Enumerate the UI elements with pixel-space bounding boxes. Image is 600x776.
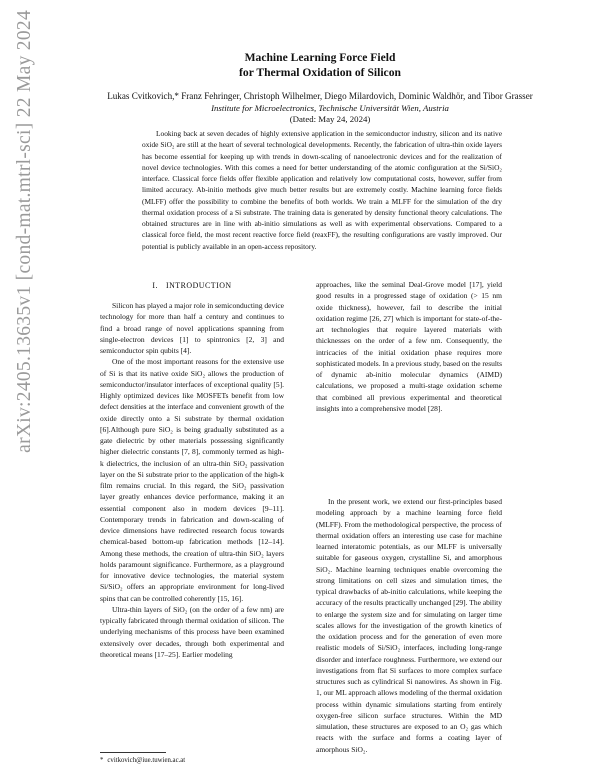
paragraph: Ultra-thin layers of SiO₂ (on the order of a few nm) are typically fabricated through thermal oxidation of silicon. The underlying mechanisms of this process have been examined extensively over decades, through both experimental and theoretical means [17–25]. Earlier modeling	[100, 604, 284, 659]
footnote-email[interactable]: cvitkovich@iue.tuwien.ac.at	[107, 757, 186, 764]
arxiv-watermark	[2, 10, 48, 630]
author-list: Lukas Cvitkovich,* Franz Fehringer, Christoph Wilhelmer, Diego Milardovich, Dominic Waldhör, and Tibor Grasser	[107, 91, 533, 101]
footnote-rule	[100, 752, 166, 753]
arxiv-identifier: arXiv:2405.13635v1 [cond-mat.mtrl-sci] 22 May 2024	[14, 10, 35, 453]
affiliation: Institute for Microelectronics, Technische Universität Wien, Austria	[211, 103, 449, 113]
paragraph: Silicon has played a major role in semiconducting device technology for more than half a century and continues to find a broad range of novel applications spanning from single-electron devices [1] to spintronics [2, 3] and semiconductor spin qubits [4].	[100, 301, 284, 355]
paragraph-continued: approaches, like the seminal Deal-Grove model [17], yield good results in a progressed stage of oxidation (> 15 nm oxide thickness), however, fail to describe the initial oxidation regime [26, 27] which is important for state-of-the-art technologies that require layered materials with thicknesses on the order of a few nm. Consequently, the intricacies of the initial oxidation phase requires more sophisticated models. In a previous study, based on the results of dynamic ab-initio molecular dynamics (AIMD) calculations, we proposed a multi-stage oxidation scheme that combined all previous experimental and theoretical insights into a comprehensive model [28].	[316, 280, 502, 413]
paper-title	[100, 50, 540, 80]
title-line-1: Machine Learning Force Field	[244, 51, 396, 64]
right-column-bottom	[316, 496, 502, 755]
paragraph: In the present work, we extend our first-principles based modeling approach by a machine learning force field (MLFF). From the methodological perspective, the process of thermal oxidation offers an interesting use case for machine learned interatomic potentials, as our MLFF is universally suitable for gaseous oxygen, crystalline Si, and amorphous SiO₂. Machine learning techniques enable overcoming the strong limitations on cell sizes and simulation times, the typical drawbacks of ab-initio calculations, while keeping the accuracy of the results practically unchanged [29]. The ability to enlarge the system size and for simulating on larger time scales allows for the investigation of the growth kinetics of the oxidation process and for the generation of even more realistic models of Si/SiO₂ interfaces, including long-range disorder and interface roughness. Furthermore, we extend our investigations from flat Si surfaces to more complex surface structures such as cylindrical Si nanowires. As shown in Fig. 1, our ML approach allows modeling of the thermal oxidation process within dynamic simulations starting from entirely oxygen-free silicon surface structures. Within the MD simulation, these structures are exposed to an O₂ gas which reacts with the surface and forms a coating layer of amorphous SiO₂.	[316, 497, 502, 754]
footnote-mark: *	[100, 757, 104, 764]
footnote	[100, 756, 284, 765]
title-line-2: for Thermal Oxidation of Silicon	[239, 66, 401, 79]
left-column	[100, 300, 284, 660]
abstract: Looking back at seven decades of highly extensive application in the semiconductor industry, silicon and its native oxide SiO₂ are still at the heart of several technological developments. Recently, the fabrication of ultra-thin oxide layers has become essential for keeping up with trends in down-scaling of nanoelectronic devices and for the realization of novel device technologies. With this comes a need for better understanding of the atomic configuration at the Si/SiO₂ interface. Classical force fields offer flexible application and relatively low computational costs, however, suffer from limited accuracy. Ab-initio methods give much better results but are extremely costly. Machine learning force fields (MLFF) offer the possibility to combine the benefits of both worlds. We train a MLFF for the simulation of the dry thermal oxidation process of a Si substrate. The training data is generated by density functional theory calculations. The obtained structures are in line with ab-initio simulations as well as with experimental observations. Compared to a classical force field, the most recent reactive force field (reaxFF), the resulting configurations are vastly improved. Our potential is publicly available in an open-access repository.	[142, 129, 502, 251]
section-title: INTRODUCTION	[165, 281, 232, 290]
paragraph: One of the most important reasons for the extensive use of Si is that its native oxide SiO₂ allows the production of semiconductor/insulator interfaces of exceptional quality [5]. Highly optimized devices like MOSFETs benefit from low defect densities at the interface and convenient growth of the oxide directly onto a Si substrate by thermal oxidation [6].Although pure SiO₂ is being gradually substituted as a gate dielectric by other materials possessing significantly higher dielectric constants [7, 8], commonly termed as high-k dielectrics, the inclusion of an ultra-thin SiO₂ passivation layer on the Si substrate prior to the application of the high-k film remains crucial. In this regard, the SiO₂ passivation layer greatly enhances device performance, making it an essential component also in modern devices [9–11]. Contemporary trends in fabrication and down-scaling of device dimensions have redirected research focus towards chemical-based bottom-up fabrication methods [12–14]. Among these methods, the creation of ultra-thin SiO₂ layers holds paramount significance. Furthermore, as a playground for innovative device technologies, the material system Si/SiO₂ offers an appropriate environment for long-lived spins that can be controlled coherently [15, 16].	[100, 357, 284, 603]
date-line: (Dated: May 24, 2024)	[289, 114, 371, 124]
section-number: I.	[152, 281, 158, 290]
right-column-top	[316, 279, 502, 414]
section-heading	[100, 281, 284, 290]
